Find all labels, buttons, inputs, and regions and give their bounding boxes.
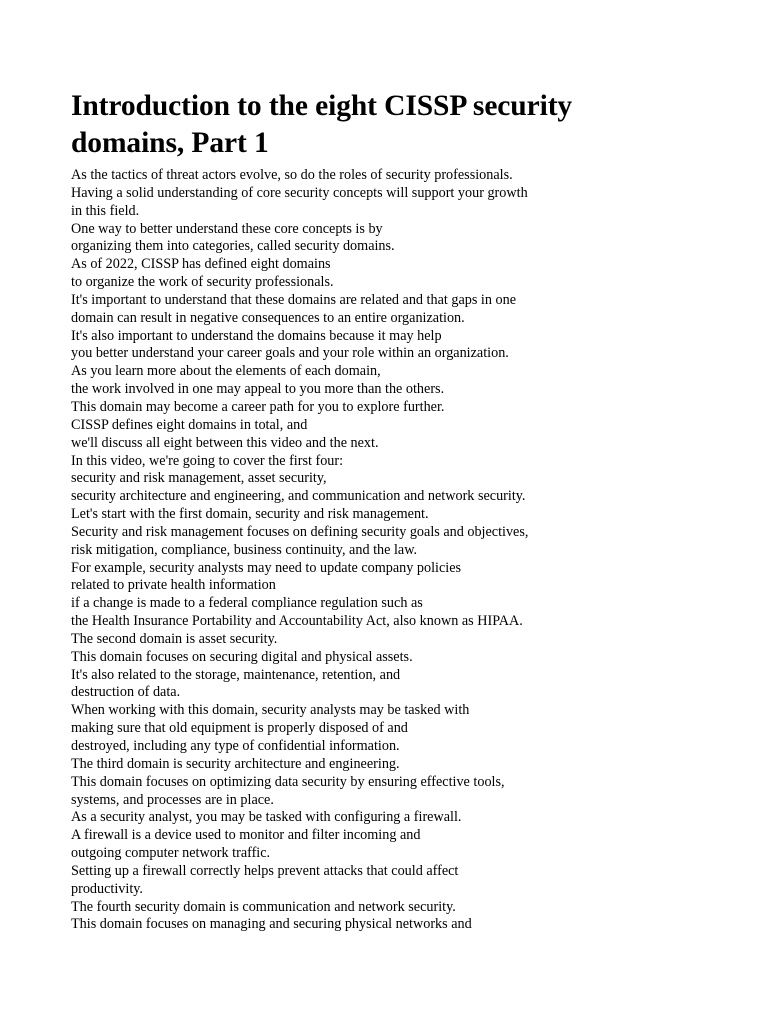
text-line: This domain focuses on optimizing data security by ensuring effective tools,	[71, 773, 505, 790]
text-line: you better understand your career goals and your role within an organization.	[71, 345, 509, 362]
text-line: organizing them into categories, called security domains.	[71, 238, 395, 255]
text-line: Security and risk management focuses on defining security goals and objectives,	[71, 523, 529, 540]
title-line-2: domains, Part 1	[71, 127, 269, 159]
document-title	[71, 88, 671, 162]
text-line: productivity.	[71, 880, 143, 897]
text-line: It's important to understand that these domains are related and that gaps in one	[71, 291, 517, 308]
text-line: As you learn more about the elements of each domain,	[71, 363, 381, 380]
text-line: For example, security analysts may need to update company policies	[71, 559, 462, 576]
text-line: Setting up a firewall correctly helps prevent attacks that could affect	[71, 862, 459, 879]
title-line-1: Introduction to the eight CISSP security	[71, 90, 573, 122]
document-body	[71, 167, 671, 934]
text-line: A firewall is a device used to monitor and filter incoming and	[71, 827, 421, 844]
text-line: related to private health information	[71, 577, 276, 594]
text-line: the Health Insurance Portability and Accountability Act, also known as HIPAA.	[71, 613, 523, 630]
text-line: to organize the work of security professionals.	[71, 274, 334, 291]
text-line: One way to better understand these core concepts is by	[71, 220, 383, 237]
text-line: the work involved in one may appeal to you more than the others.	[71, 381, 445, 398]
text-line: domain can result in negative consequences to an entire organization.	[71, 309, 465, 326]
text-line: outgoing computer network traffic.	[71, 845, 271, 862]
text-line: As a security analyst, you may be tasked with configuring a firewall.	[71, 809, 462, 826]
text-line: This domain may become a career path for you to explore further.	[71, 398, 445, 415]
text-line: This domain focuses on securing digital and physical assets.	[71, 648, 413, 665]
text-line: CISSP defines eight domains in total, and	[71, 416, 308, 433]
text-line: As of 2022, CISSP has defined eight domains	[71, 256, 331, 273]
text-line: In this video, we're going to cover the first four:	[71, 452, 344, 469]
text-line: It's also related to the storage, maintenance, retention, and	[71, 666, 401, 683]
text-line: systems, and processes are in place.	[71, 791, 274, 808]
text-line: risk mitigation, compliance, business continuity, and the law.	[71, 541, 418, 558]
document-page	[71, 88, 671, 934]
text-line: making sure that old equipment is properly disposed of and	[71, 720, 408, 737]
text-line: destruction of data.	[71, 684, 181, 701]
text-line: As the tactics of threat actors evolve, so do the roles of security professionals.	[71, 167, 513, 183]
text-line: Having a solid understanding of core security concepts will support your growth	[71, 184, 528, 201]
text-line: The third domain is security architecture and engineering.	[71, 755, 400, 772]
text-line: security architecture and engineering, and communication and network security.	[71, 488, 526, 505]
text-line: in this field.	[71, 202, 140, 219]
text-line: This domain focuses on managing and securing physical networks and	[71, 916, 472, 933]
text-line: When working with this domain, security analysts may be tasked with	[71, 702, 470, 719]
text-line: The second domain is asset security.	[71, 630, 278, 647]
text-line: destroyed, including any type of confidential information.	[71, 738, 400, 754]
text-line: It's also important to understand the domains because it may help	[71, 327, 442, 344]
text-line: security and risk management, asset security,	[71, 470, 327, 487]
text-line: we'll discuss all eight between this video and the next.	[71, 434, 379, 451]
text-line: if a change is made to a federal compliance regulation such as	[71, 595, 423, 612]
text-line: Let's start with the first domain, security and risk management.	[71, 506, 429, 523]
text-line: The fourth security domain is communication and network security.	[71, 898, 456, 915]
